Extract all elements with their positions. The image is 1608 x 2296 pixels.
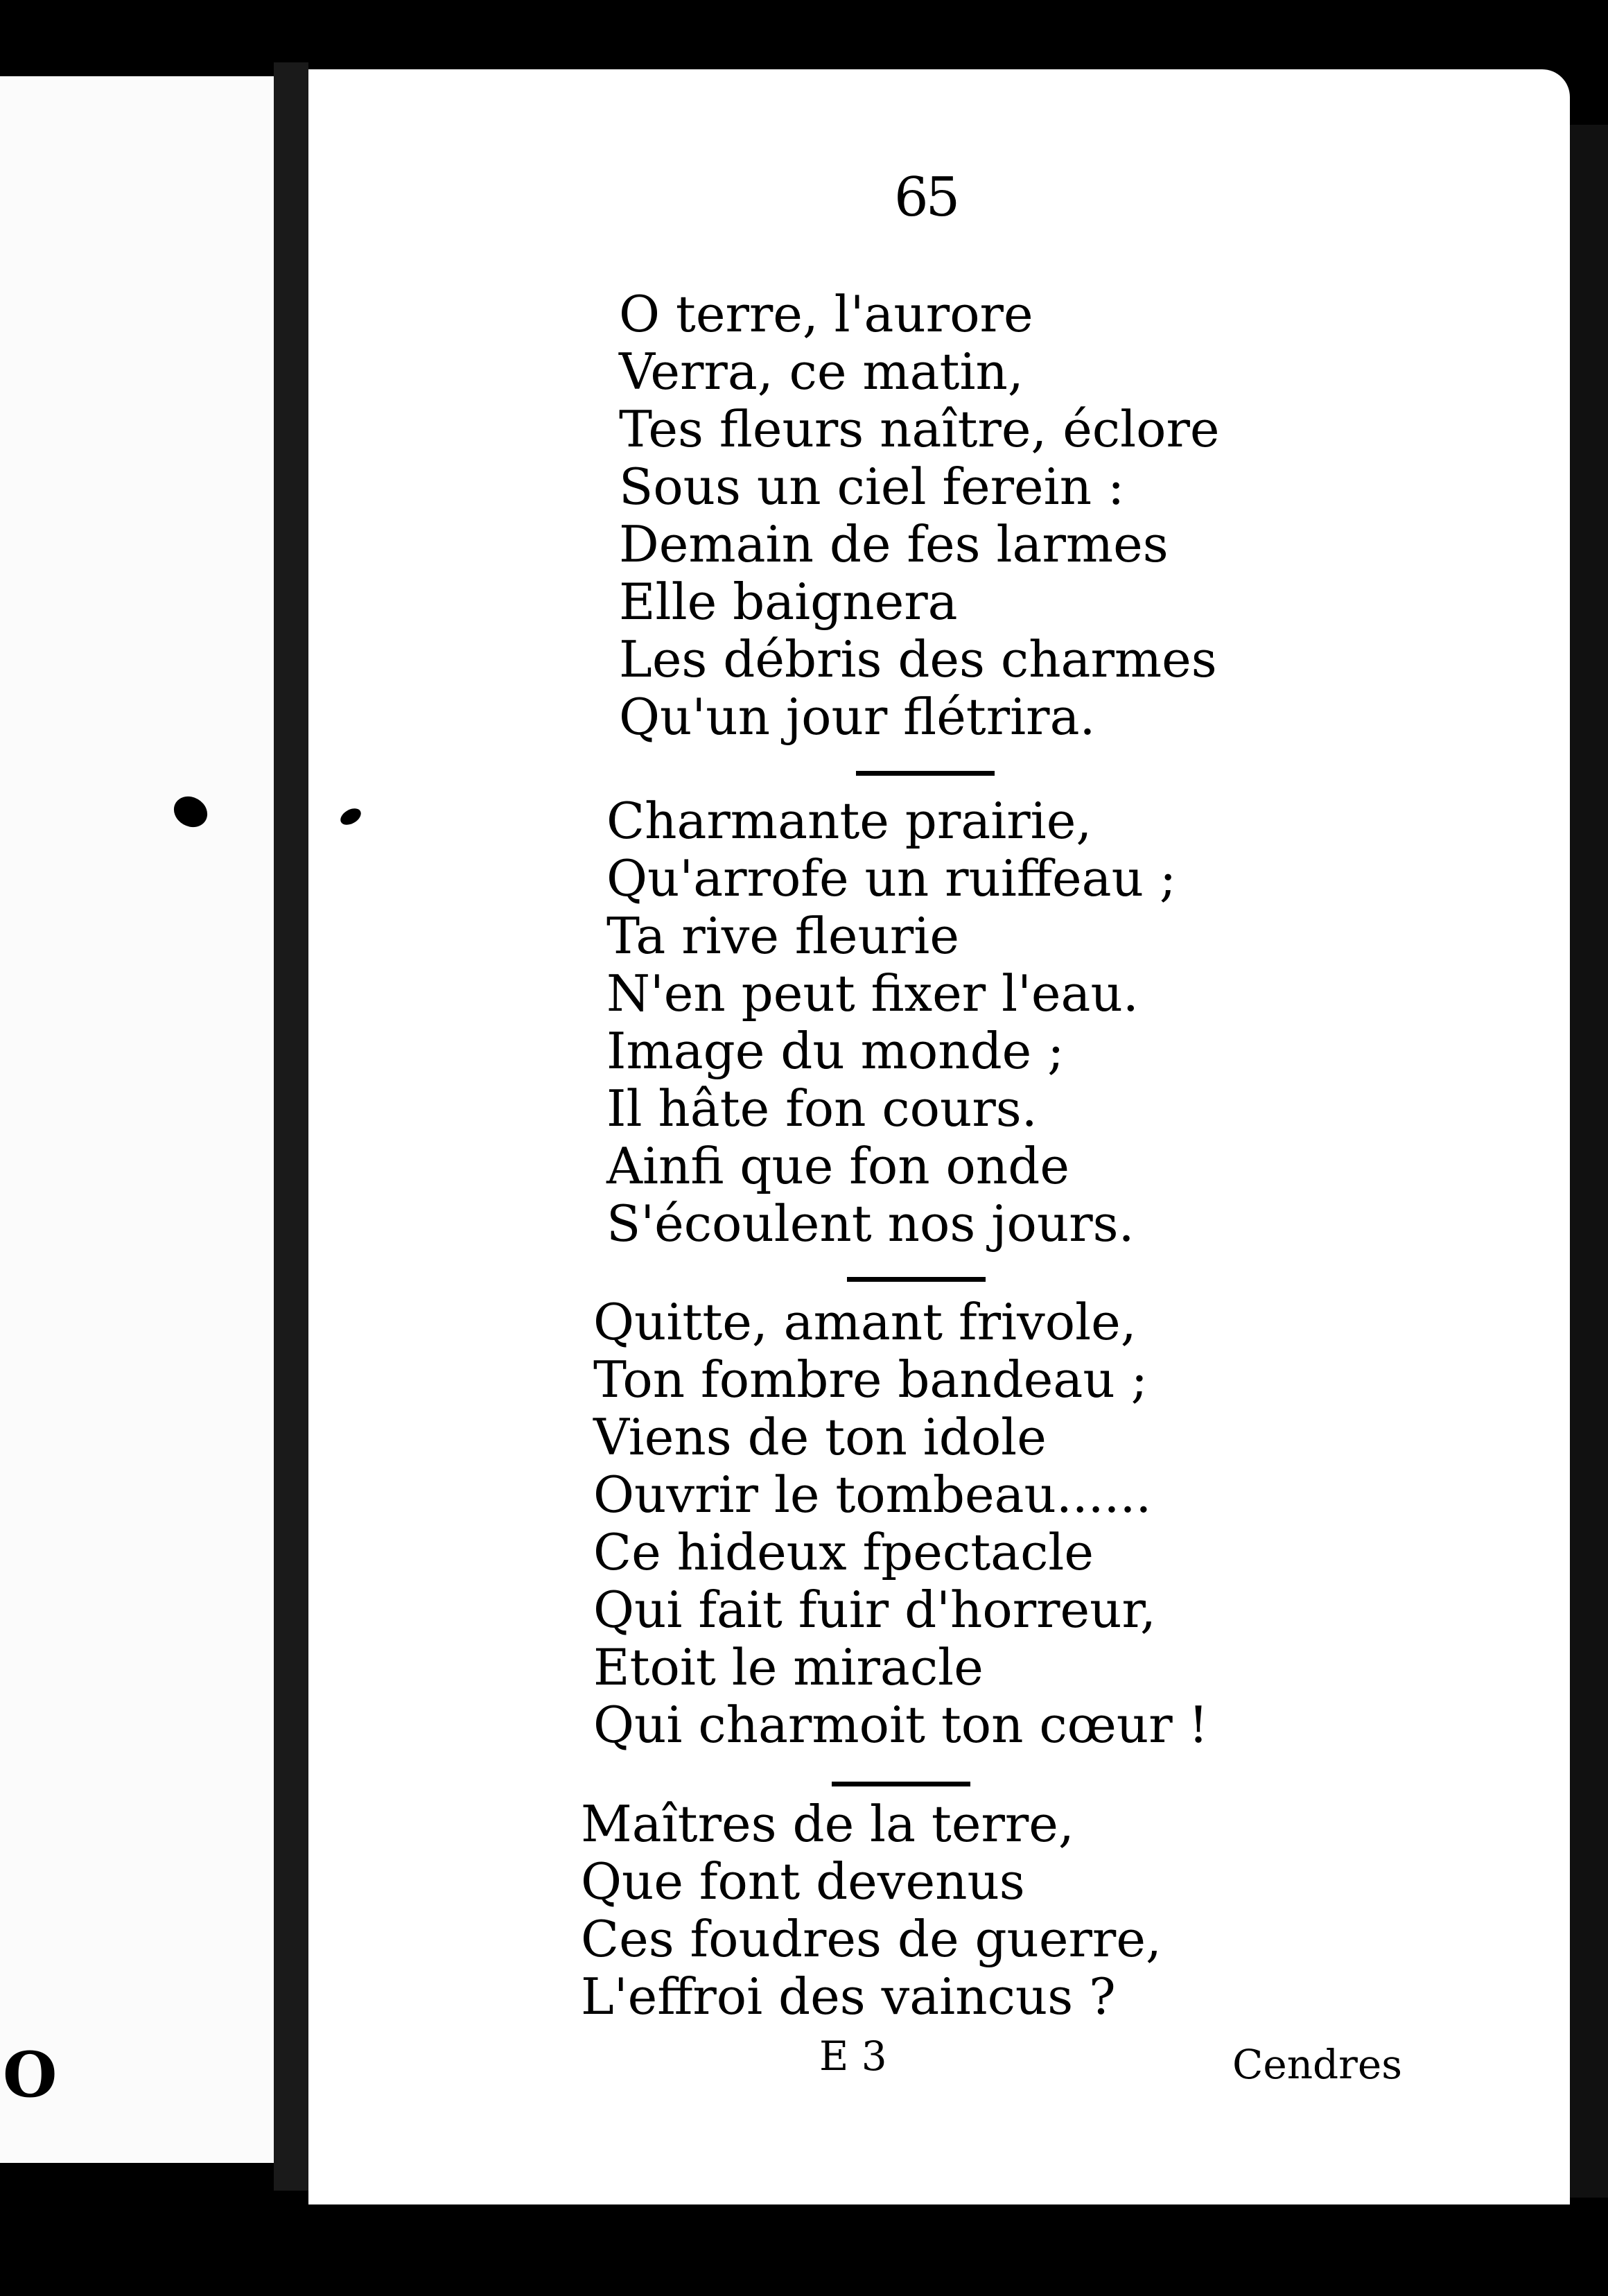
catchword: Cendres bbox=[1232, 2041, 1402, 2088]
verse-line: Demain de fes larmes bbox=[619, 515, 1169, 573]
verse-line: Qui fait fuir d'horreur, bbox=[593, 1581, 1156, 1639]
verse-line: O terre, l'aurore bbox=[619, 285, 1033, 343]
left-page-letter: O bbox=[3, 2038, 58, 2112]
book-gutter bbox=[274, 62, 308, 2191]
verse-line: Verra, ce matin, bbox=[619, 342, 1024, 401]
verse-line: Ainfi que fon onde bbox=[606, 1137, 1069, 1195]
verse-line: Ce hideux fpectacle bbox=[593, 1523, 1094, 1581]
page-number: 65 bbox=[894, 166, 958, 229]
stanza-4 bbox=[581, 1795, 1162, 2026]
verse-line: Tes fleurs naître, éclore bbox=[619, 400, 1220, 458]
verse-line: Il hâte fon cours. bbox=[606, 1079, 1038, 1138]
verse-line: Les débris des charmes bbox=[619, 630, 1217, 688]
verse-line: Qu'arrofe un ruiffeau ; bbox=[606, 849, 1177, 907]
stanza-divider bbox=[832, 1782, 970, 1786]
verse-line: Quitte, amant frivole, bbox=[593, 1293, 1137, 1351]
verse-line: N'en peut fixer l'eau. bbox=[606, 964, 1139, 1023]
verse-line: Charmante prairie, bbox=[606, 792, 1092, 850]
verse-line: Qu'un jour flétrira. bbox=[619, 688, 1096, 746]
stanza-2 bbox=[606, 792, 1176, 1253]
verse-line: Sous un ciel ferein : bbox=[619, 458, 1125, 516]
verse-line: Que font devenus bbox=[581, 1852, 1025, 1911]
verse-line: Maîtres de la terre, bbox=[581, 1795, 1074, 1853]
verse-line: Qui charmoit ton cœur ! bbox=[593, 1696, 1209, 1754]
page-edge bbox=[1570, 125, 1608, 2198]
verse-line: Ouvrir le tombeau...... bbox=[593, 1466, 1152, 1524]
verse-line: Ton fombre bandeau ; bbox=[593, 1350, 1148, 1409]
stanza-3 bbox=[593, 1294, 1208, 1754]
stanza-1 bbox=[619, 286, 1220, 746]
stanza-divider bbox=[847, 1277, 986, 1282]
verse-line: Ces foudres de guerre, bbox=[581, 1910, 1162, 1968]
left-page bbox=[0, 76, 274, 2163]
verse-line: Ta rive fleurie bbox=[606, 907, 959, 965]
verse-line: Etoit le miracle bbox=[593, 1638, 984, 1696]
verse-line: L'effroi des vaincus ? bbox=[581, 1967, 1116, 2026]
verse-line: Image du monde ; bbox=[606, 1022, 1065, 1080]
verse-line: Viens de ton idole bbox=[593, 1408, 1047, 1466]
stanza-divider bbox=[856, 771, 995, 776]
verse-line: S'écoulent nos jours. bbox=[606, 1194, 1135, 1253]
verse-line: Elle baignera bbox=[619, 573, 958, 631]
signature-mark: E 3 bbox=[819, 2033, 887, 2080]
